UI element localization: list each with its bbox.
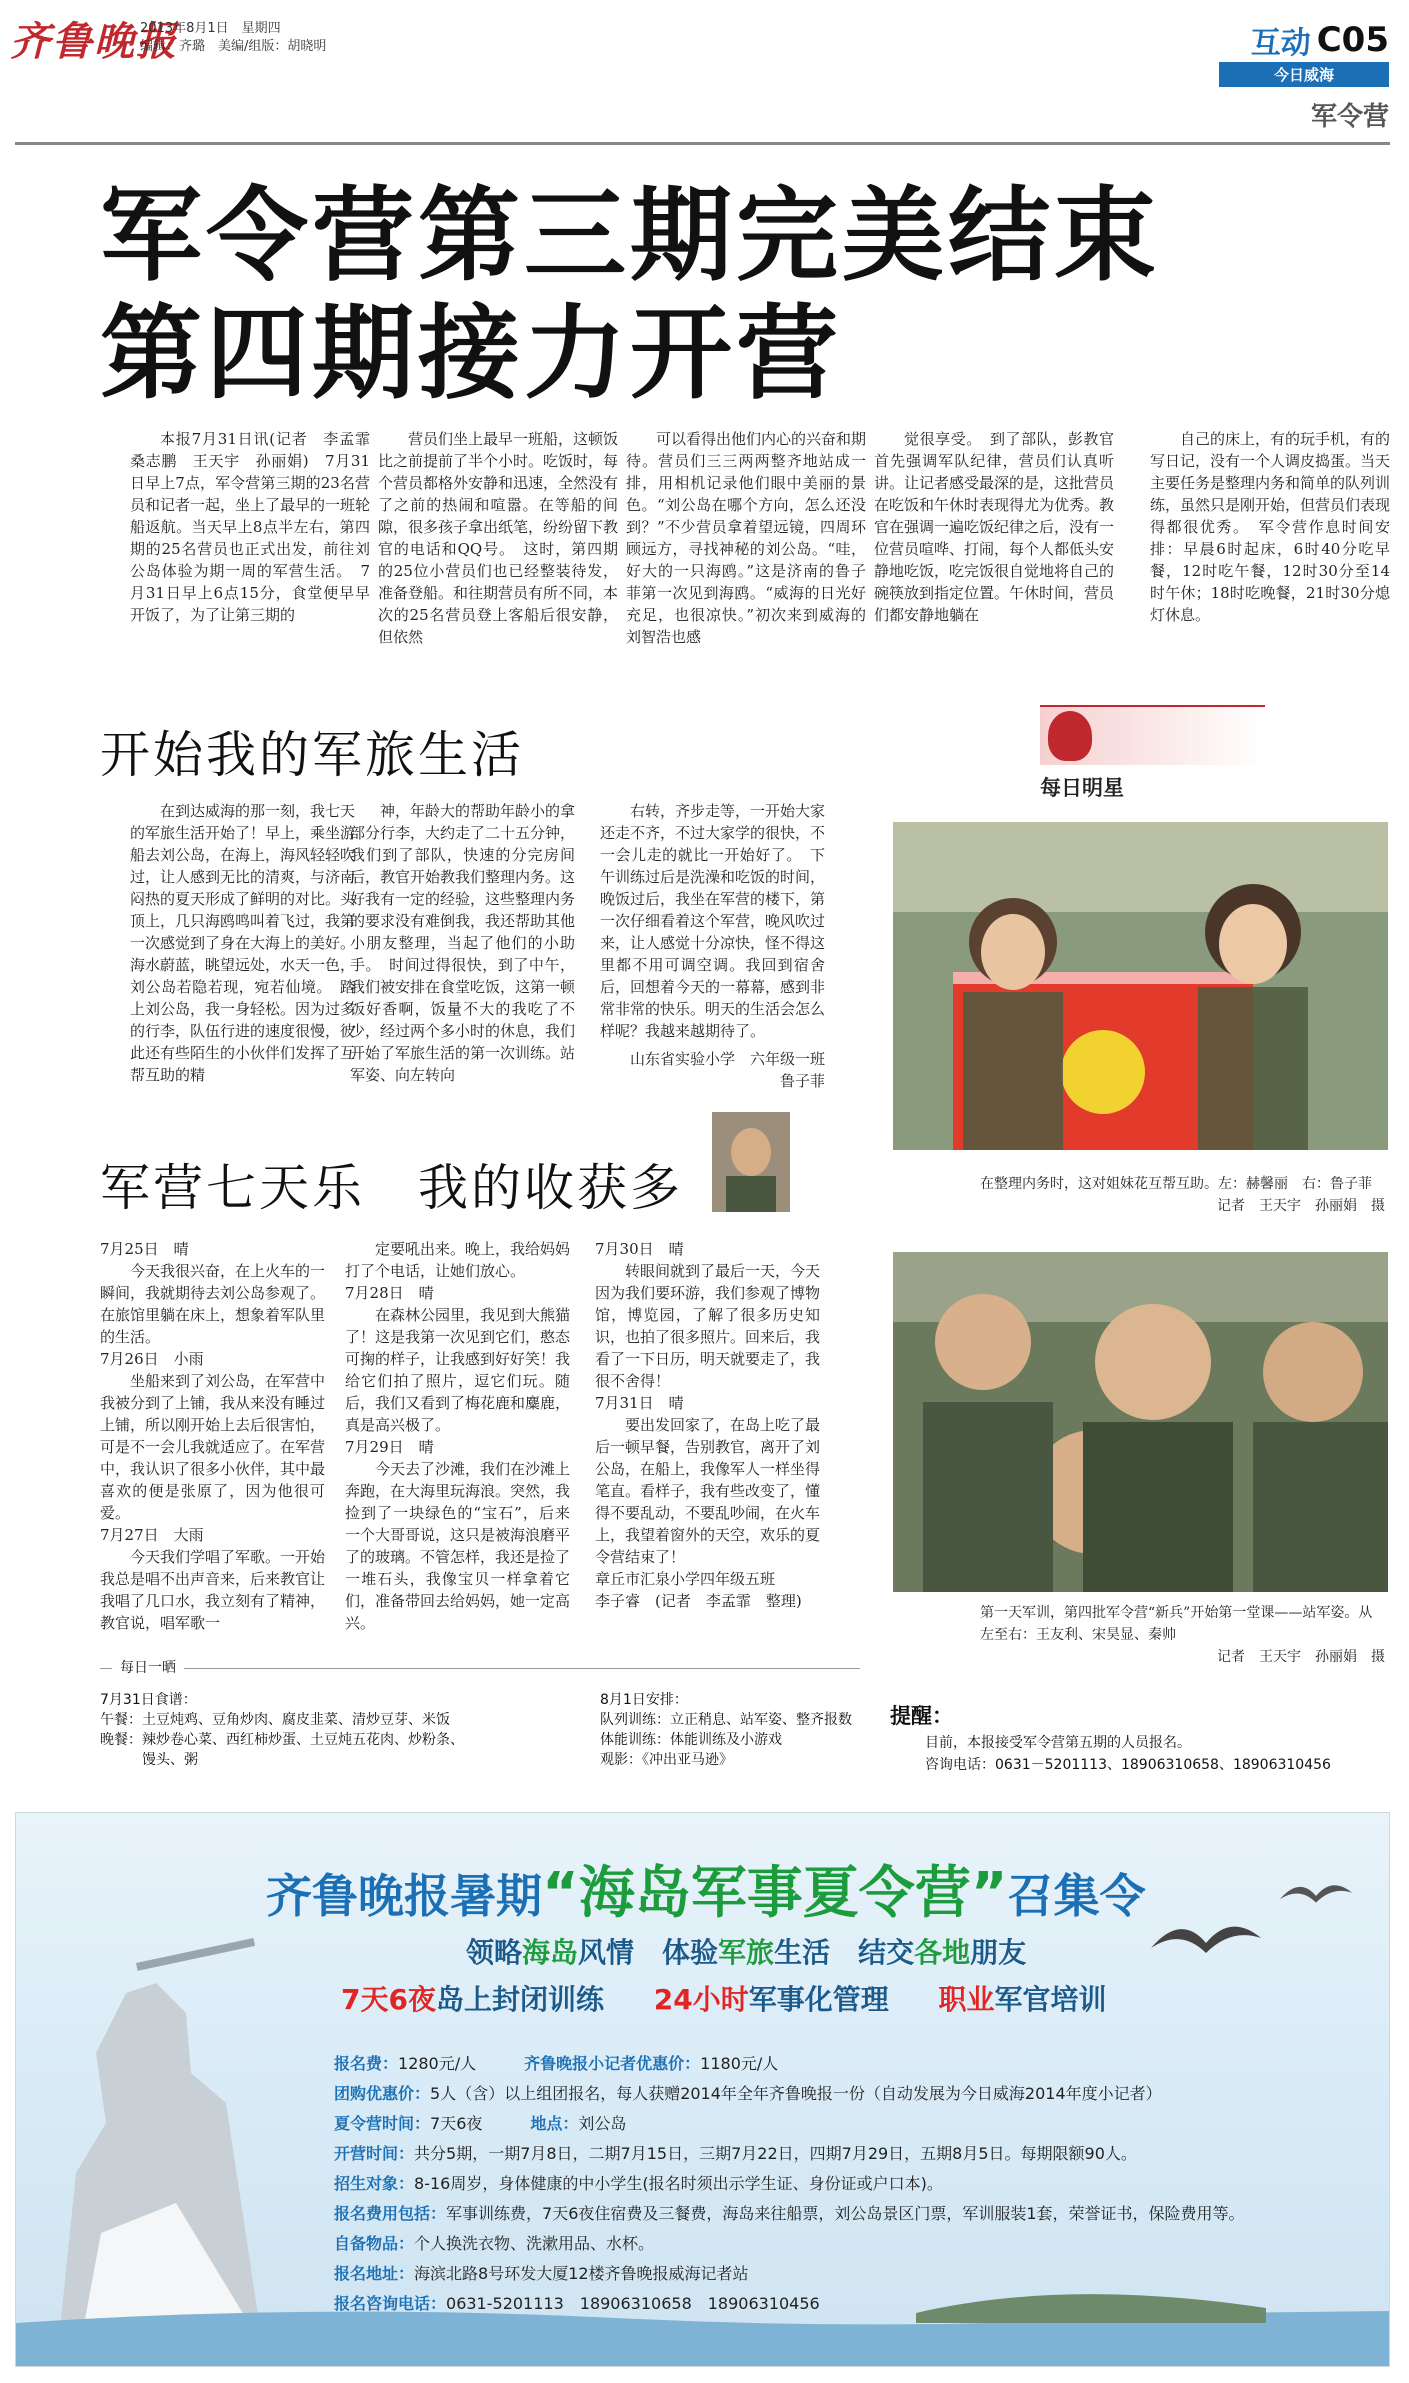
info-row: 夏令营时间：7天6夜 地点：刘公岛 xyxy=(334,2114,627,2133)
lead-column-1: 本报7月31日讯(记者 李孟霏 桑志鹏 王天宇 孙丽娟) 7月31日早上7点，军令营第三期的23名营员和记者一起，坐上了最早的一班轮船返航。当天早上8点半左右，第四期的25名营员也正式出发，前往刘公岛体验为期一周的军营生活。 7月31日早上6点15分，食堂便早早开饭了，为了让第三期的 xyxy=(130,430,386,624)
author-portrait xyxy=(712,1112,790,1212)
diary-column-3 xyxy=(595,1238,820,1612)
info-row: 团购优惠价：5人（含）以上组团报名，每人获赠2014年全年齐鲁晚报一份（自动发展为今日威海2014年度小记者） xyxy=(334,2084,1162,2103)
info-row: 报名咨询电话：0631-5201113 18906310658 18906310456 xyxy=(334,2294,820,2313)
diary-entry: 定要吼出来。晚上，我给妈妈打了个电话，让她们放心。 xyxy=(345,1240,571,1280)
info-row: 报名费：1280元/人 齐鲁晚报小记者优惠价：1180元/人 xyxy=(334,2054,779,2073)
plan-item-2: 体能训练：体能训练及小游戏 xyxy=(600,1732,782,1748)
menu-dinner: 晚餐：辣炒卷心菜、西红柿炒蛋、土豆炖五花肉、炒粉条、 xyxy=(100,1732,464,1748)
menu-title: 7月31日食谱： xyxy=(100,1692,197,1708)
diary-entry: 7月30日 晴 转眼间就到了最后一天，今天因为我们要环游，我们参观了博物馆，博览园，了解了很多历史知识，也拍了很多照片。回来后，我看了一下日历，明天就要走了，我很不舍得！ xyxy=(595,1240,821,1390)
edition-badge: 今日威海 xyxy=(1219,62,1389,87)
masthead-logo: 齐鲁晚报 xyxy=(10,18,178,65)
notice-line-1: 目前，本报接受军令营第五期的人员报名。 xyxy=(925,1735,1191,1751)
story1-byline xyxy=(600,1048,825,1092)
story1-column-1: 在到达威海的那一刻，我七天的军旅生活开始了！早上，乘坐游船去刘公岛，在海上，海风轻轻吹过，让人感到无比的清爽，与济南闷热的夏天形成了鲜明的对比。头顶上，几只海鸥鸣叫着飞过，我第一次感觉到了身在大海上的美好。海水蔚蓝，眺望远处，水天一色，刘公岛若隐若现，宛若仙境。 踏上刘公岛，我一身轻松。因为过多的行李，队伍行进的速度很慢，彼此还有些陌生的小伙伴们发挥了互帮互助的精 xyxy=(130,802,356,1084)
banner-tagline-1: 领略海岛风情 体验军旅生活 结交各地朋友 xyxy=(466,1936,1027,1969)
photo-drill-caption: 第一天军训，第四批军令营“新兵”开始第一堂课——站军姿。从左至右：王友利、宋昊显、秦帅 记者 王天宇 孙丽娟 摄 xyxy=(980,1602,1385,1668)
seal-emblem-icon xyxy=(1048,711,1092,761)
photo-standing-drill xyxy=(893,1252,1388,1592)
main-headline xyxy=(100,178,1160,414)
diary-entry: 7月28日 晴 在森林公园里，我见到大熊猫了！这是我第一次见到它们，憨态可掬的样子，让我感到好好笑！我给它们拍了照片，逗它们玩。随后，我们又看到了梅花鹿和麋鹿，真是高兴极了。 xyxy=(345,1284,571,1434)
photo-sisters-credit: 记者 王天宇 孙丽娟 摄 xyxy=(1217,1198,1385,1214)
issue-date: 2013年8月1日 星期四 xyxy=(140,21,281,36)
lead-column-4: 觉很享受。 到了部队，彭教官首先强调军队纪律，营员们认真听讲。让记者感受最深的是，这批营员在吃饭和午休时表现得尤为优秀。教官在强调一遍吃饭纪律之后，没有一位营员喧哗、打闹，每个人都低头安静地吃饭，吃完饭很自觉地将自己的碗筷放到指定位置。午休时间，营员们都安静地躺在 xyxy=(874,430,1115,624)
story1-column-3: 右转，齐步走等，一开始大家还走不齐，不过大家学的很快，不一会儿走的就比一开始好了。 下午训练过后是洗澡和吃饭的时间，晚饭过后，我坐在军营的楼下，第一次仔细看着这个军营，晚风吹过来，让人感觉十分凉快，怪不得这里都不用可调空调。我回到宿舍后，回想着今天的一幕幕，感到非常非常的快乐。明天的生活会怎么样呢？我越来越期待了。 山东省实验小学 六年级一班 鲁子菲 xyxy=(600,802,826,1090)
diary-column-1 xyxy=(100,1238,325,1634)
info-row: 报名费用包括：军事训练费，7天6夜住宿费及三餐费，海岛来往船票，刘公岛景区门票，军训服装1套，荣誉证书，保险费用等。 xyxy=(334,2204,1245,2223)
camp-banner-ad xyxy=(15,1812,1390,2367)
story2-title: 军营七天乐 我的收获多 xyxy=(100,1159,683,1217)
notice-line-2: 咨询电话：0631－5201113、18906310658、18906310456 xyxy=(925,1757,1331,1773)
menu-block xyxy=(100,1690,520,1770)
banner-title: 齐鲁晚报暑期“海岛军事夏令营”召集令 xyxy=(266,1861,1146,1926)
staff-credits: 编辑：齐璐 美编/组版：胡晓明 xyxy=(140,39,327,54)
story2-school: 章丘市汇泉小学四年级五班 xyxy=(595,1570,776,1588)
diary-entry: 7月27日 大雨 今天我们学唱了军歌。一开始我总是唱不出声音来，后来教官让我唱了几口水，我立刻有了精神，教官说，唱军歌一 xyxy=(100,1526,326,1632)
photo-sisters-illustration xyxy=(893,822,1388,1150)
banner-tagline-2: 7天6夜岛上封闭训练 24小时军事化管理 职业军官培训 xyxy=(341,1983,1107,2016)
plan-block xyxy=(600,1690,870,1770)
info-row: 招生对象：8-16周岁，身体健康的中小学生(报名时须出示学生证、身份证或户口本)。 xyxy=(334,2174,943,2193)
headline-line-2: 第四期接力开营 xyxy=(100,295,842,414)
daily-star-emblem xyxy=(1040,705,1265,765)
plan-item-1: 队列训练：立正稍息、站军姿、整齐报数 xyxy=(600,1712,852,1728)
plan-title: 8月1日安排： xyxy=(600,1692,688,1708)
seagull-icon xyxy=(1276,1873,1356,1919)
photo-drill-illustration xyxy=(893,1252,1388,1592)
headline-line-1: 军令营第三期完美结束 xyxy=(100,177,1160,296)
lead-column-2: 营员们坐上最早一班船，这顿饭比之前提前了半个小时。吃饭时，每个营员都格外安静和迅速，全然没有了之前的热闹和喧嚣。在等船的间隙，很多孩子拿出纸笔，纷纷留下教官的电话和QQ号。 这时，第四期的25位小营员们也已经整装待发，准备登船。和往期营员有所不同，本次的25名营员登上客船后很安静，但依然 xyxy=(378,430,619,646)
info-row: 报名地址：海滨北路8号环发大厦12楼齐鲁晚报威海记者站 xyxy=(334,2264,749,2283)
daily-star-label: 每日明星 xyxy=(1040,776,1124,800)
page-number: C05 xyxy=(1316,20,1389,60)
header-divider xyxy=(15,142,1390,145)
banner-info-list xyxy=(334,2049,1374,2319)
section-header xyxy=(1219,18,1389,62)
portrait-illustration xyxy=(712,1112,790,1212)
photo-drill-credit: 记者 王天宇 孙丽娟 摄 xyxy=(1217,1649,1385,1665)
story1-author: 鲁子菲 xyxy=(779,1072,825,1090)
diary-entry: 7月31日 晴 要出发回家了，在岛上吃了最后一顿早餐，告别教官，离开了刘公岛，在船上，我像军人一样坐得笔直。看样子，我有些改变了，懂得不要乱动，不要乱吵闹，在火车上，我望着窗外的天空，欢乐的夏令营结束了！ xyxy=(595,1394,821,1566)
diary-entry: 7月25日 晴 今天我很兴奋，在上火车的一瞬间，我就期待去刘公岛参观了。在旅馆里躺在床上，想象着军队里的生活。 xyxy=(100,1240,326,1346)
menu-dinner-cont: 馒头、粥 xyxy=(142,1752,198,1768)
lead-column-5: 自己的床上，有的玩手机，有的写日记，没有一个人调皮捣蛋。当天主要任务是整理内务和简单的队列训练，虽然只是刚开始，但营员们表现得都很优秀。 军令营作息时间安排：早晨6时起床，6时40分吃早餐，12时吃午餐，12时30分至14时午休；18时吃晚餐，21时30分熄灯休息。 xyxy=(1150,430,1391,624)
info-row: 自备物品：个人换洗衣物、洗漱用品、水杯。 xyxy=(334,2234,655,2253)
story1-column-2: 神，年龄大的帮助年龄小的拿部分行李，大约走了二十五分钟，我们到了部队，快速的分完房间后，教官开始教我们整理内务。这好我有一定的经验，这些整理内务的要求没有难倒我，我还帮助其他小朋友整理，当起了他们的小助手。 时间过得很快，到了中午，我们被安排在食堂吃饭，这第一顿饭好香啊，饭量不大的我吃了不少，经过两个多小时的休息，我们开始了军旅生活的第一次训练。站军姿、向左转向 xyxy=(350,802,576,1084)
story2-author: 李子睿 (记者 李孟霏 整理) xyxy=(595,1592,802,1610)
seagull-icon xyxy=(1146,1908,1266,1978)
plan-item-3: 观影：《冲出亚马逊》 xyxy=(600,1752,733,1768)
story1-title: 开始我的军旅生活 xyxy=(100,726,524,784)
notice-text xyxy=(925,1732,1390,1776)
story1-school: 山东省实验小学 六年级一班 xyxy=(629,1050,825,1068)
rubric-label: 军令营 xyxy=(1310,102,1389,132)
photo-sisters-caption: 在整理内务时，这对姐妹花互帮互助。左：赫馨丽 右：鲁子菲 记者 王天宇 孙丽娟 摄 xyxy=(980,1173,1385,1217)
diary-entry: 7月29日 晴 今天去了沙滩，我们在沙滩上奔跑，在大海里玩海浪。突然，我捡到了一块绿色的“宝石”，后来一个大哥哥说，这只是被海浪磨平了的玻璃。不管怎样，我还是捡了一堆石头，我像宝贝一样拿着它们，准备带回去给妈妈，她一定高兴。 xyxy=(345,1438,571,1632)
info-row: 开营时间：共分5期，一期7月8日，二期7月15日，三期7月22日，四期7月29日，五期8月5日。每期限额90人。 xyxy=(334,2144,1137,2163)
diary-entry: 7月26日 小雨 坐船来到了刘公岛，在军营中我被分到了上铺，我从来没有睡过上铺，所以刚开始上去后很害怕，可是不一会儿我就适应了。在军营中，我认识了很多小伙伴，其中最喜欢的便是张原了，因为他很可爱。 xyxy=(100,1350,326,1522)
daily-label: 每日一晒 xyxy=(112,1657,184,1677)
diary-column-2 xyxy=(345,1238,570,1634)
lead-column-3: 可以看得出他们内心的兴奋和期待。营员们三三两两整齐地站成一排，用相机记录他们眼中美丽的景色。“刘公岛在哪个方向，怎么还没到？”不少营员拿着望远镜，四周环顾远方，寻找神秘的刘公岛。“哇，好大的一只海鸥。”这是济南的鲁子菲第一次见到海鸥。“威海的日光好充足，也很凉快。”初次来到威海的刘智浩也感 xyxy=(626,430,867,646)
header-meta xyxy=(140,20,326,56)
photo-sisters xyxy=(893,822,1388,1150)
section-name: 互动 xyxy=(1250,26,1311,61)
notice-label: 提醒： xyxy=(890,1704,953,1728)
menu-lunch: 午餐：土豆炖鸡、豆角炒肉、腐皮韭菜、清炒豆芽、米饭 xyxy=(100,1712,450,1728)
